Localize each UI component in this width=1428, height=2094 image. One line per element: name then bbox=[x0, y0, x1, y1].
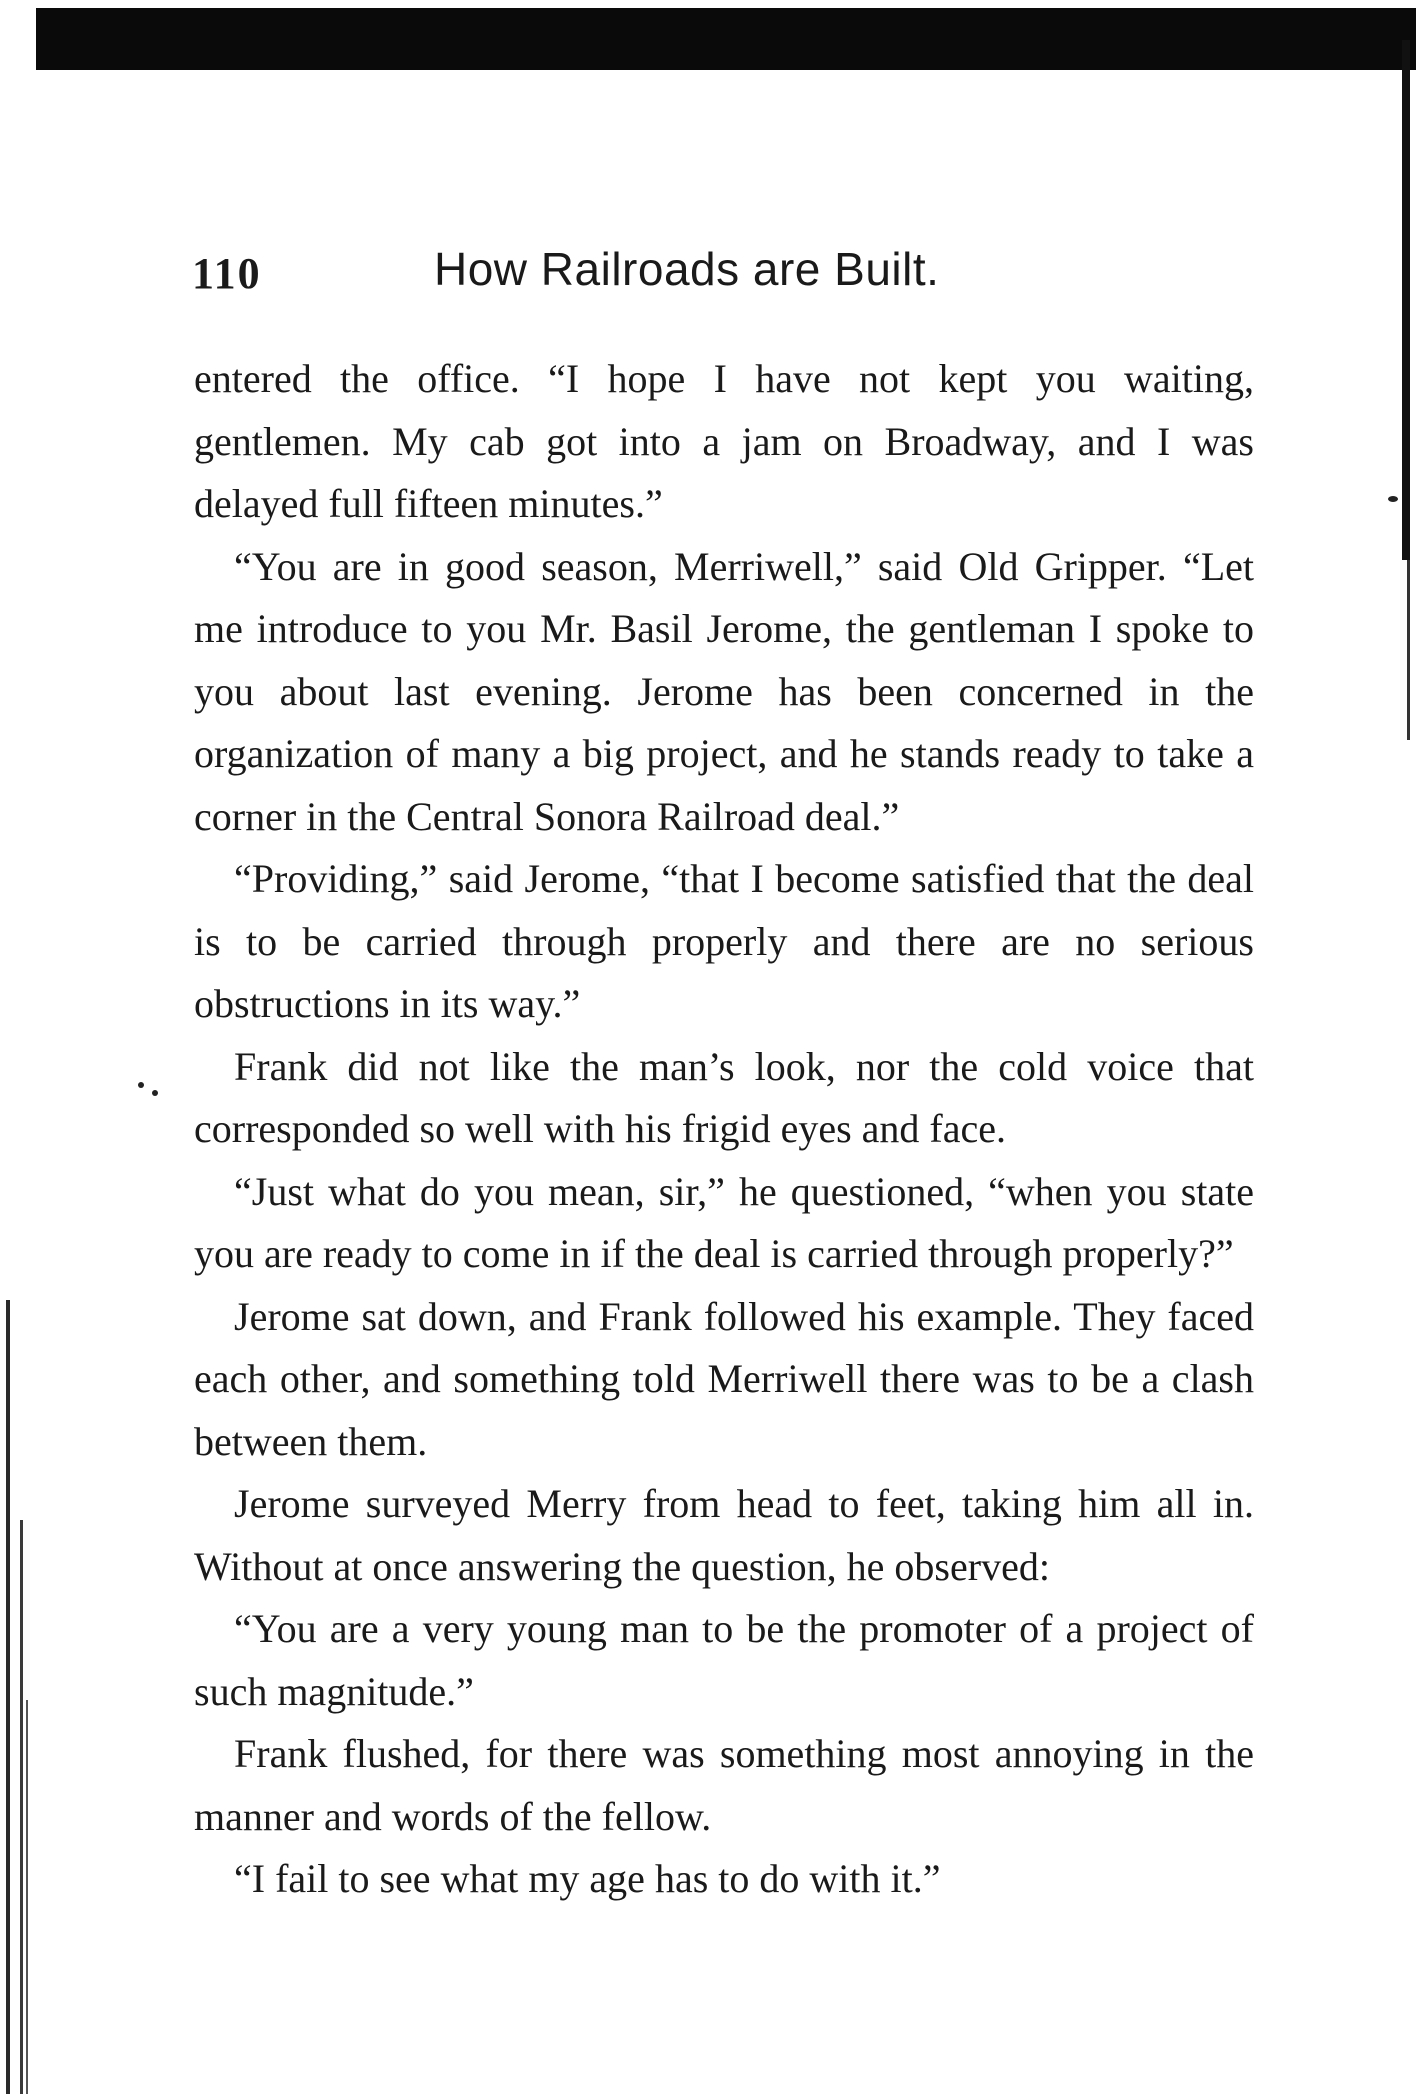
scan-right-edge bbox=[1402, 40, 1410, 560]
scan-speck bbox=[138, 1082, 144, 1088]
paragraph: “You are a very young man to be the promoter of a project of such magnitude.” bbox=[194, 1606, 1254, 1714]
paragraph: “Just what do you mean, sir,” he questioned, “when you state you are ready to come in if the deal is carried through properly?” bbox=[194, 1168, 1254, 1276]
scan-speck bbox=[152, 1090, 158, 1096]
paragraph: Jerome surveyed Merry from head to feet, taking him all in. Without at once answering the question, he observed: bbox=[194, 1481, 1254, 1589]
paragraph: “You are in good season, Merriwell,” said Old Gripper. “Let me introduce to you Mr. Basil Jerome, the gentleman I spoke to you about last evening. Jerome has been concerned in the organization of many a big project, and he stands ready to take a corner in the Central Sonora Railroad deal.” bbox=[194, 543, 1254, 839]
page-header bbox=[192, 243, 1092, 318]
page-number: 110 bbox=[192, 249, 262, 298]
paragraph: Jerome sat down, and Frank followed his example. They faced each other, and something told Merriwell there was to be a clash between them. bbox=[194, 1293, 1254, 1464]
page-body bbox=[194, 348, 1254, 1911]
scan-top-border bbox=[36, 8, 1416, 70]
scan-left-edge-2 bbox=[20, 1520, 23, 2094]
paragraph: “I fail to see what my age has to do with it.” bbox=[234, 1856, 941, 1901]
scan-left-edge-3 bbox=[26, 1700, 28, 2094]
scan-right-edge-thin bbox=[1407, 560, 1410, 740]
paragraph: entered the office. “I hope I have not kept you waiting, gentlemen. My cab got into a jam on Broadway, and I was delayed full fifteen minutes.” bbox=[194, 356, 1254, 526]
running-title: How Railroads are Built. bbox=[434, 243, 940, 295]
paragraph: “Providing,” said Jerome, “that I become satisfied that the deal is to be carried through properly and there are no serious obstructions in its way.” bbox=[194, 856, 1254, 1026]
paragraph: Frank flushed, for there was something most annoying in the manner and words of the fellow. bbox=[194, 1731, 1254, 1839]
paragraph: Frank did not like the man’s look, nor the cold voice that corresponded so well with his frigid eyes and face. bbox=[194, 1043, 1254, 1151]
scan-left-edge bbox=[6, 1300, 10, 2094]
scan-speck bbox=[1388, 496, 1398, 502]
